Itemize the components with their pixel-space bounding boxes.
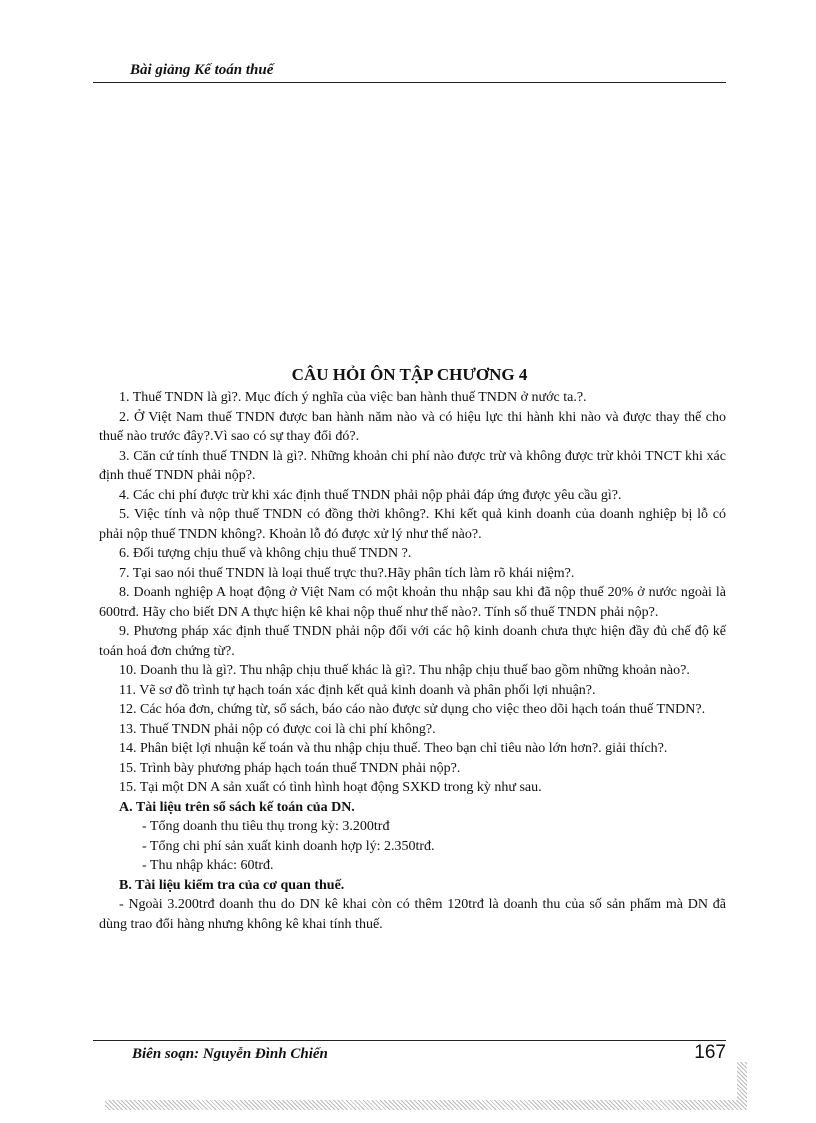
question-14: 14. Phân biệt lợi nhuận kế toán và thu nhập chịu thuế. Theo bạn chỉ tiêu nào lớn hơn?. giải thích?.: [119, 741, 668, 756]
question-4: 4. Các chi phí được trừ khi xác định thuế TNDN phải nộp phải đáp ứng được yêu cầu gì?.: [119, 487, 622, 503]
section-a-item: - Tổng chi phí sản xuất kinh doanh hợp lý: 2.350trđ.: [142, 838, 435, 854]
question-6: 6. Đối tượng chịu thuế và không chịu thuế TNDN ?.: [119, 546, 412, 561]
footer-author: Biên soạn: Nguyễn Đình Chiến: [132, 1046, 328, 1062]
question-15-exercise: 15. Tại một DN A sản xuất có tình hình hoạt động SXKD trong kỳ như sau.: [119, 780, 542, 795]
question-3: 3. Căn cứ tính thuế TNDN là gì?. Những khoản chi phí nào được trừ và không được trừ khỏi TNCT khi xác định thuế TNDN phải nộp?.: [99, 448, 726, 483]
question-13: 13. Thuế TNDN phải nộp có được coi là chi phí không?.: [119, 721, 436, 737]
question-12: 12. Các hóa đơn, chứng từ, sổ sách, báo cáo nào được sử dụng cho việc theo dõi hạch toán thuế TNDN?.: [119, 702, 706, 717]
page-shadow-bottom: [105, 1100, 747, 1110]
section-a-item: - Tổng doanh thu tiêu thụ trong kỳ: 3.200trđ: [142, 819, 390, 834]
header-title: Bài giảng Kế toán thuế: [130, 62, 274, 78]
page-number: 167: [694, 1042, 726, 1063]
section-a-item: - Thu nhập khác: 60trđ.: [142, 858, 274, 873]
header-divider: [93, 82, 726, 83]
question-10: 10. Doanh thu là gì?. Thu nhập chịu thuế khác là gì?. Thu nhập chịu thuế bao gồm những khoản nào?.: [119, 663, 690, 678]
question-5: 5. Việc tính và nộp thuế TNDN có đồng thời không?. Khi kết quả kinh doanh của doanh nghiệp bị lỗ có phải nộp thuế TNDN không?. Khoản lỗ đó được xử lý như thế nào?.: [99, 507, 726, 542]
section-b-title: B. Tài liệu kiểm tra của cơ quan thuế.: [119, 877, 345, 893]
question-list: [99, 388, 726, 934]
question-15: 15. Trình bày phương pháp hạch toán thuế TNDN phải nộp?.: [119, 760, 461, 776]
section-a-title: A. Tài liệu trên sổ sách kế toán của DN.: [119, 799, 355, 815]
footer-divider: [93, 1040, 726, 1041]
section-b-paragraph: - Ngoài 3.200trđ doanh thu do DN kê khai còn có thêm 120trđ là doanh thu của số sản phẩm mà DN đã dùng trao đổi hàng nhưng không kê khai tính thuế.: [99, 897, 726, 932]
question-9: 9. Phương pháp xác định thuế TNDN phải nộp đối với các hộ kinh doanh chưa thực hiện đầy đủ chế độ kế toán hoá đơn chứng từ?.: [99, 624, 726, 659]
question-11: 11. Vẽ sơ đồ trình tự hạch toán xác định kết quả kinh doanh và phân phối lợi nhuận?.: [119, 682, 596, 698]
chapter-title: CÂU HỎI ÔN TẬP CHƯƠNG 4: [291, 365, 528, 384]
question-8: 8. Doanh nghiệp A hoạt động ở Việt Nam có một khoản thu nhập sau khi đã nộp thuế 20% ở nước ngoài là 600trđ. Hãy cho biết DN A thực hiện kê khai nộp thuế như thế nào?. Tính số thuế TNDN phải nộp?.: [99, 585, 726, 620]
question-7: 7. Tại sao nói thuế TNDN là loại thuế trực thu?.Hãy phân tích làm rõ khái niệm?.: [119, 565, 575, 581]
question-2: 2. Ở Việt Nam thuế TNDN được ban hành năm nào và có hiệu lực thi hành khi nào và được thay thế cho thuế nào trước đây?.Vì sao có sự thay đổi đó?.: [99, 409, 726, 444]
question-1: 1. Thuế TNDN là gì?. Mục đích ý nghĩa của việc ban hành thuế TNDN ở nước ta.?.: [119, 390, 587, 405]
